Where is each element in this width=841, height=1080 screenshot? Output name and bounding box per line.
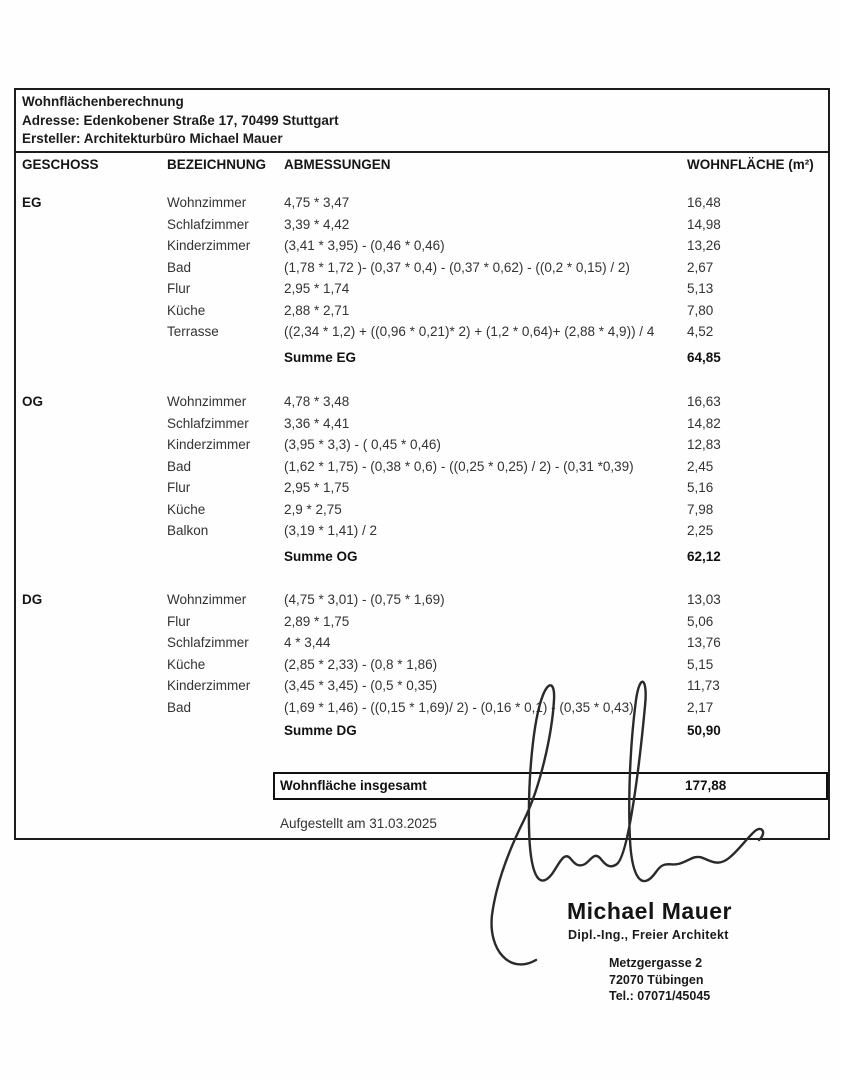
area-value: 13,26 [687,238,721,253]
table-row [16,235,828,257]
dimensions-formula: 4 * 3,44 [284,635,331,650]
dimensions-formula: (2,85 * 2,33) - (0,8 * 1,86) [284,656,438,672]
stamp-title: Dipl.-Ing., Freier Architekt [568,928,729,942]
dimensions-formula: (4,75 * 3,01) - (0,75 * 1,69) [284,592,445,607]
table-row [16,632,828,654]
room-label: Flur [167,281,191,296]
table-row [16,654,828,676]
room-label: Wohnzimmer [167,195,247,210]
column-header-row [16,153,828,177]
dimensions-formula: (1,69 * 1,46) - ((0,15 * 1,69)/ 2) - (0,16 * 0,1) - (0,35 * 0,43) [284,699,634,715]
area-value: 16,63 [687,394,721,409]
table-row [16,257,828,279]
dimensions-formula: 2,9 * 2,75 [284,501,342,517]
dimensions-formula: 3,39 * 4,42 [284,216,350,232]
room-label: Kinderzimmer [167,238,251,253]
dimensions-formula: 2,89 * 1,75 [284,613,350,629]
stamp-phone: Tel.: 07071/45045 [609,989,711,1003]
dimensions-formula: (3,41 * 3,95) - (0,46 * 0,46) [284,238,445,253]
table-row [16,611,828,633]
room-label: Flur [167,613,191,629]
dimensions-formula: 4,75 * 3,47 [284,195,350,210]
area-value: 2,45 [687,458,714,474]
area-value: 13,03 [687,592,721,607]
room-label: Terrasse [167,324,219,339]
floor-section-dg [16,589,828,742]
dimensions-formula: 4,78 * 3,48 [284,394,350,409]
col-header-geschoss: GESCHOSS [22,157,99,172]
sum-label: Summe OG [284,548,358,564]
table-row [16,589,828,611]
sum-value: 64,85 [687,349,721,365]
calculation-table-frame [14,88,830,840]
room-label: Flur [167,480,191,495]
table-row [16,391,828,413]
dimensions-formula: (1,62 * 1,75) - (0,38 * 0,6) - ((0,25 * 0,25) / 2) - (0,31 *0,39) [284,458,634,474]
dimensions-formula: 2,95 * 1,75 [284,480,350,495]
stamp-address [609,955,710,1005]
stamp-city: 72070 Tübingen [609,972,704,987]
table-row [16,321,828,343]
table-row [16,697,828,719]
document-header [16,90,828,153]
room-label: Küche [167,501,206,517]
table-row [16,192,828,214]
dimensions-formula: (3,19 * 1,41) / 2 [284,523,378,538]
room-label: Kinderzimmer [167,437,251,452]
table-row [16,214,828,236]
area-value: 14,82 [687,415,721,431]
room-label: Küche [167,302,206,318]
area-value: 7,98 [687,501,714,517]
room-label: Küche [167,656,206,672]
total-label: Wohnfläche insgesamt [280,778,427,793]
area-value: 14,98 [687,216,721,232]
area-value: 4,52 [687,324,714,339]
col-header-bezeichnung: BEZEICHNUNG [167,157,267,172]
area-value: 13,76 [687,635,721,650]
floor-label: OG [22,394,44,409]
dimensions-formula: 2,95 * 1,74 [284,281,350,296]
room-label: Bad [167,699,192,715]
dimensions-formula: 3,36 * 4,41 [284,415,350,431]
date-line: Aufgestellt am 31.03.2025 [280,816,437,831]
dimensions-formula: 2,88 * 2,71 [284,302,350,318]
dimensions-formula: (1,78 * 1,72 )- (0,37 * 0,4) - (0,37 * 0,62) - ((0,2 * 0,15) / 2) [284,259,630,275]
table-row [16,413,828,435]
area-value: 5,13 [687,281,714,296]
room-label: Schlafzimmer [167,635,249,650]
table-row [16,675,828,697]
total-box [273,772,828,800]
room-label: Schlafzimmer [167,415,249,431]
area-value: 2,25 [687,523,714,538]
address-line: Adresse: Edenkobener Straße 17, 70499 Stuttgart [22,112,339,128]
room-label: Kinderzimmer [167,678,251,693]
area-value: 16,48 [687,195,721,210]
creator-line: Ersteller: Architekturbüro Michael Mauer [22,131,283,146]
table-row [16,520,828,542]
sum-label: Summe DG [284,723,357,738]
table-row [16,456,828,478]
table-row [16,278,828,300]
dimensions-formula: (3,95 * 3,3) - ( 0,45 * 0,46) [284,437,441,452]
sum-value: 62,12 [687,548,721,564]
table-row [16,434,828,456]
stamp-street: Metzgergasse 2 [609,956,703,970]
area-value: 2,67 [687,259,714,275]
floor-section-og [16,391,828,567]
sum-value: 50,90 [687,723,721,738]
sum-row [16,347,828,369]
area-value: 2,17 [687,699,714,715]
col-header-wohnflaeche: WOHNFLÄCHE (m²) [687,157,814,172]
room-label: Wohnzimmer [167,592,247,607]
floor-label: EG [22,195,42,210]
area-value: 11,73 [687,678,720,693]
table-row [16,300,828,322]
floor-label: DG [22,592,43,607]
sum-label: Summe EG [284,349,357,365]
sum-row [16,720,828,742]
table-row [16,499,828,521]
area-value: 5,06 [687,613,714,629]
document-title: Wohnflächenberechnung [22,94,184,109]
area-value: 5,16 [687,480,714,495]
area-value: 12,83 [687,437,721,452]
dimensions-formula: (3,45 * 3,45) - (0,5 * 0,35) [284,678,438,693]
area-value: 5,15 [687,656,714,672]
room-label: Schlafzimmer [167,216,249,232]
table-row [16,477,828,499]
col-header-abmessungen: ABMESSUNGEN [284,157,391,172]
stamp-name: Michael Mauer [567,898,732,924]
room-label: Bad [167,259,192,275]
area-value: 7,80 [687,302,714,318]
sum-row [16,546,828,568]
dimensions-formula: ((2,34 * 1,2) + ((0,96 * 0,21)* 2) + (1,2 * 0,64)+ (2,88 * 4,9)) / 4 [284,324,655,339]
room-label: Bad [167,458,192,474]
room-label: Wohnzimmer [167,394,247,409]
floor-section-eg [16,192,828,368]
room-label: Balkon [167,523,209,538]
total-value: 177,88 [685,778,727,793]
